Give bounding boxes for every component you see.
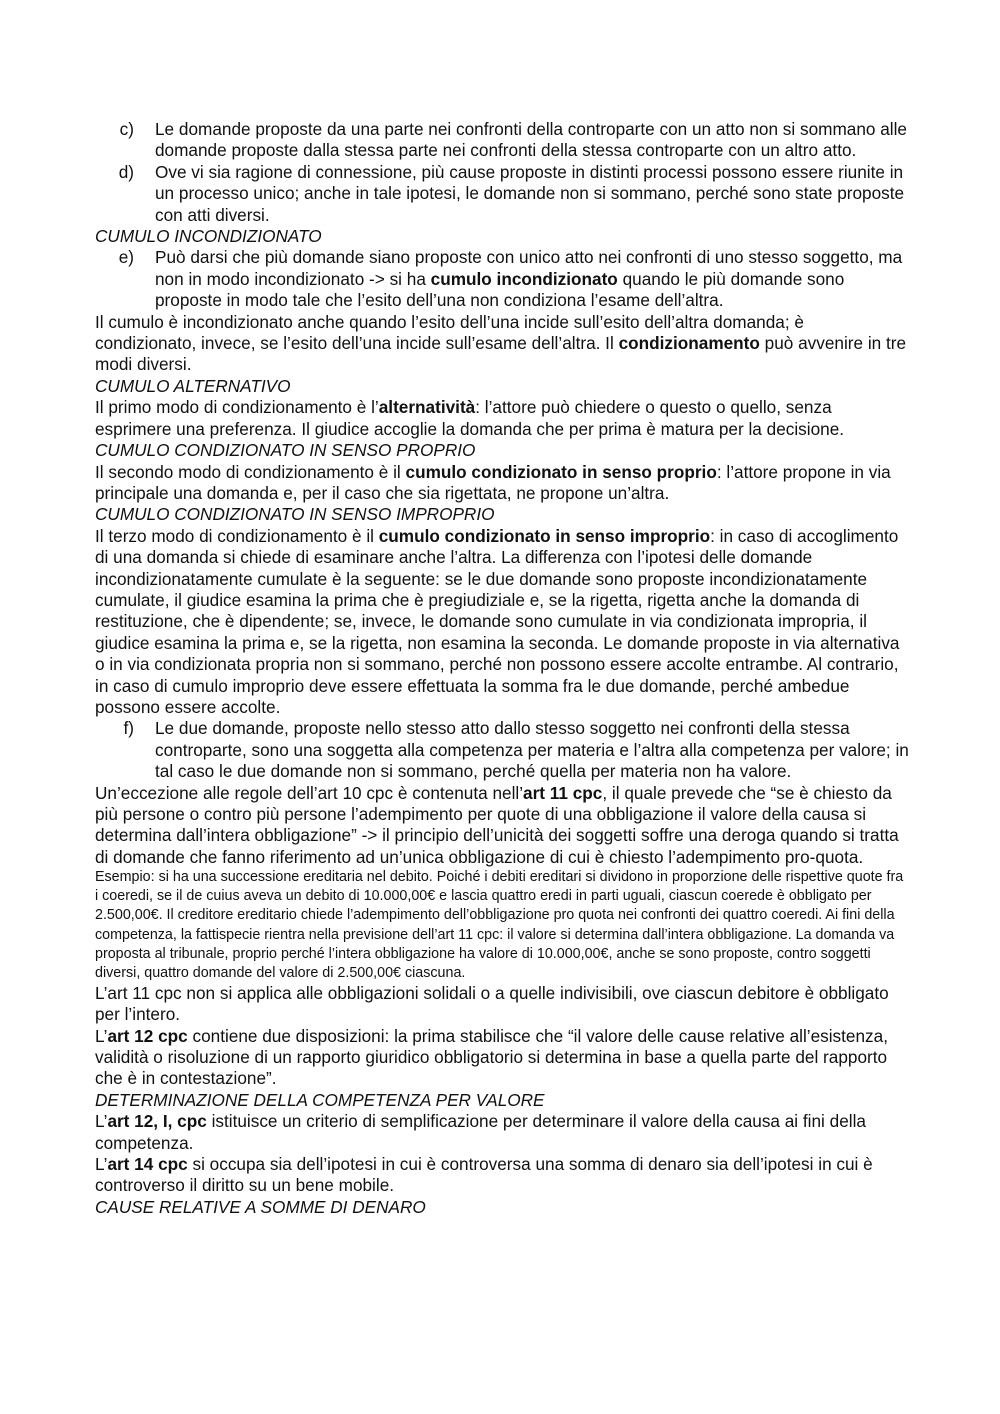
list-item-text: Le domande proposte da una parte nei confronti della controparte con un atto non si sommano alle domande proposte dalla stessa parte nei confronti della stessa controparte con un altro atto. bbox=[155, 119, 907, 161]
heading-condizionato-proprio: CUMULO CONDIZIONATO IN SENSO PROPRIO bbox=[95, 440, 476, 461]
paragraph-art14 bbox=[95, 1154, 910, 1197]
text-run: si occupa sia dell’ipotesi in cui è controversa una somma di denaro sia dell’ipotesi in cui è controverso il diritto su un bene mobile. bbox=[95, 1154, 873, 1196]
list-item-f bbox=[95, 718, 910, 782]
list-item-e bbox=[95, 247, 910, 311]
bold-term: condizionamento bbox=[618, 333, 760, 354]
list-item-text: Le due domande, proposte nello stesso atto dallo stesso soggetto nei confronti della stessa controparte, sono una soggetta alla competenza per materia e l’altra alla competenza per valore; in tal caso le due domande non si sommano, perché quella per materia non ha valore. bbox=[155, 718, 909, 782]
text-run: Il primo modo di condizionamento è l’ bbox=[95, 397, 379, 418]
heading-somme-denaro: CAUSE RELATIVE A SOMME DI DENARO bbox=[95, 1196, 426, 1217]
paragraph-proprio bbox=[95, 462, 910, 505]
list-item-text bbox=[155, 247, 910, 311]
bold-term: alternatività bbox=[378, 397, 476, 418]
list-item-c bbox=[95, 119, 910, 162]
list-marker: d) bbox=[118, 161, 134, 182]
paragraph-esempio: Esempio: si ha una successione ereditaria nel debito. Poiché i debiti ereditari si dividono in proporzione delle rispettive quote fra i coeredi, se il de cuius aveva un debito di 10.000,00€ e lascia quattro eredi in parti uguali, ciascun coerede è obbligato per 2.500,00€. Il creditore ereditario chiede l’adempimento dell’obbligazione pro quota nei confronti dei quattro coeredi. Ai fini della competenza, la fattispecie rientra nella previsione dell’art 11 cpc: il valore si determina dall’intera obbligazione. La domanda va proposta al tribunale, proprio perché l’intera obbligazione ha valore di 10.000,00€, anche se sono proposte, contro soggetti diversi, quattro domande del valore di 2.500,00€ ciascuna. bbox=[95, 869, 904, 981]
text-run: Il cumulo è incondizionato anche quando l’esito dell’una incide sull’esito dell’altra domanda; è condizionato, invece, se l’esito dell’una incide sull’esame dell’altra. Il bbox=[95, 311, 804, 354]
bold-term: art 14 cpc bbox=[107, 1154, 188, 1175]
bold-term: cumulo condizionato in senso improprio bbox=[378, 525, 711, 546]
text-run: , il quale prevede che “se è chiesto da più persone o contro più persone l’adempimento per quote di una obbligazione il valore della causa si determina dall’intera obbligazione” -> il principio dell’unicità dei soggetti soffre una deroga quando si tratta di domande che fanno riferimento ad un’unica obbligazione di cui è chiesto l’adempimento pro-quota. bbox=[95, 782, 899, 867]
text-run: : l’attore può chiedere o questo o quello, senza esprimere una preferenza. Il giudice accoglie la domanda che per prima è matura per la decisione. bbox=[95, 397, 845, 439]
heading-cumulo-alternativo: CUMULO ALTERNATIVO bbox=[95, 375, 291, 396]
bold-term: cumulo incondizionato bbox=[430, 268, 618, 289]
list-marker: c) bbox=[119, 119, 134, 139]
paragraph-art12-i bbox=[95, 1111, 910, 1154]
heading-condizionato-improprio: CUMULO CONDIZIONATO IN SENSO IMPROPRIO bbox=[95, 504, 495, 525]
text-run: L’ bbox=[95, 1154, 108, 1175]
paragraph-alternativo bbox=[95, 397, 910, 440]
bold-term: cumulo condizionato in senso proprio bbox=[405, 461, 717, 482]
paragraph-cumulo bbox=[95, 312, 910, 376]
document-page bbox=[95, 119, 910, 1218]
list-marker: f) bbox=[123, 718, 134, 739]
paragraph-art11 bbox=[95, 783, 910, 869]
text-run: Il terzo modo di condizionamento è il bbox=[95, 525, 379, 546]
paragraph-art11-solidali: L’art 11 cpc non si applica alle obbligazioni solidali o a quelle indivisibili, ove ciascun debitore è obbligato per l’intero. bbox=[95, 982, 889, 1025]
text-run: quando le più domande sono proposte in modo tale che l’esito dell’una non condiziona l’esame dell’altra. bbox=[155, 268, 845, 311]
bold-term: art 11 cpc bbox=[523, 782, 603, 803]
text-run: : l’attore propone in via principale una domanda e, per il caso che sia rigettata, ne propone un’altra. bbox=[95, 461, 891, 503]
heading-determinazione: DETERMINAZIONE DELLA COMPETENZA PER VALORE bbox=[95, 1089, 545, 1110]
bold-term: art 12, I, cpc bbox=[107, 1111, 207, 1132]
list-item-d bbox=[95, 162, 910, 226]
text-run: : in caso di accoglimento di una domanda si chiede di esaminare anche l’altra. La differenza con l’ipotesi delle domande incondizionatamente cumulate è la seguente: se le due domande sono proposte incondizionatamente cumulate, il giudice esamina la prima che è pregiudiziale e, se la rigetta, rigetta anche la domanda di restituzione, che è dipendente; se, invece, le domande sono cumulate in via condizionata impropria, il giudice esamina la prima e, se la rigetta, non esamina la seconda. Le domande proposte in via alternativa o in via condizionata propria non si sommano, perché non possono essere accolte entrambe. Al contrario, in caso di cumulo improprio deve essere effettuata la somma fra le due domande, perché ambedue possono essere accolte. bbox=[95, 525, 900, 717]
text-run: L’ bbox=[95, 1025, 108, 1046]
text-run: L’ bbox=[95, 1111, 108, 1132]
bold-term: art 12 cpc bbox=[107, 1025, 188, 1046]
list-item-text: Ove vi sia ragione di connessione, più cause proposte in distinti processi possono essere riunite in un processo unico; anche in tale ipotesi, le domande non si sommano, perché sono state proposte con atti diversi. bbox=[155, 161, 905, 225]
list-marker: e) bbox=[118, 247, 134, 268]
text-run: Può darsi che più domande siano proposte con unico atto nei confronti di uno stesso soggetto, ma non in modo incondizionato -> si ha bbox=[155, 247, 903, 289]
text-run: istituisce un criterio di semplificazione per determinare il valore della causa ai fini della competenza. bbox=[95, 1111, 866, 1153]
text-run: Il secondo modo di condizionamento è il bbox=[95, 461, 406, 482]
text-run: può avvenire in tre modi diversi. bbox=[95, 333, 907, 375]
paragraph-art12 bbox=[95, 1026, 910, 1090]
text-run: Un’eccezione alle regole dell’art 10 cpc è contenuta nell’ bbox=[95, 782, 524, 803]
text-run: contiene due disposizioni: la prima stabilisce che “il valore delle cause relative all’esistenza, validità o risoluzione di un rapporto giuridico obbligatorio si determina in base a quella parte del rapporto che è in contestazione”. bbox=[95, 1025, 888, 1089]
heading-cumulo-incondizionato: CUMULO INCONDIZIONATO bbox=[95, 226, 322, 247]
paragraph-improprio bbox=[95, 526, 910, 719]
